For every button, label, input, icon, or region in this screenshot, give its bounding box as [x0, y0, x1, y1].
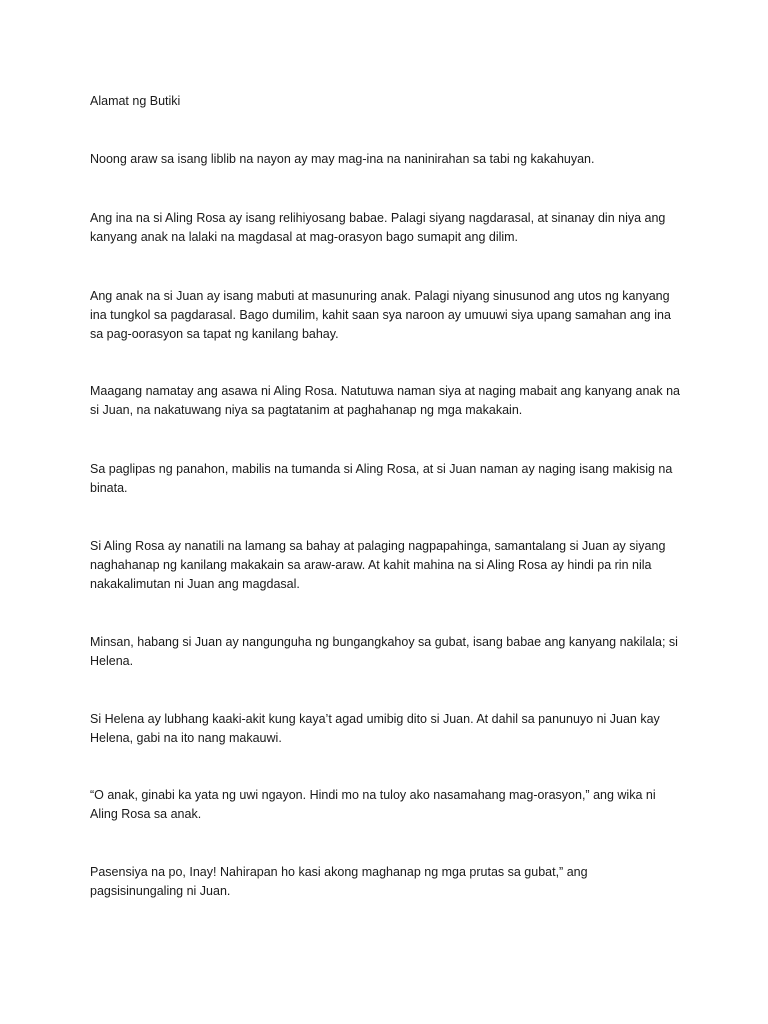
paragraph [90, 150, 695, 169]
paragraph-line: Noong araw sa isang liblib na nayon ay may mag-ina na naninirahan sa tabi ng kakahuyan. [90, 152, 595, 166]
paragraph-line: Sa paglipas ng panahon, mabilis na tumanda si Aling Rosa, at si Juan naman ay naging isang makisig na [90, 462, 673, 476]
paragraph [90, 287, 695, 344]
paragraph-line: Helena, gabi na ito nang makauwi. [90, 731, 282, 745]
paragraph-line: Ang ina na si Aling Rosa ay isang relihiyosang babae. Palagi siyang nagdarasal, at sinanay din niya ang [90, 211, 666, 225]
document-title: Alamat ng Butiki [90, 94, 181, 108]
paragraph-line: nakakalimutan ni Juan ang magdasal. [90, 577, 300, 591]
paragraph [90, 382, 695, 420]
paragraph-line: Helena. [90, 654, 134, 668]
paragraph-line: Aling Rosa sa anak. [90, 807, 202, 821]
paragraph [90, 209, 695, 247]
paragraph-line: naghahanap ng kanilang makakain sa araw-araw. At kahit mahina na si Aling Rosa ay hindi pa rin nila [90, 558, 652, 572]
paragraph [90, 786, 695, 824]
paragraph-line: Pasensiya na po, Inay! Nahirapan ho kasi akong maghanap ng mga prutas sa gubat,” ang [90, 865, 588, 879]
paragraph-line: pagsisinungaling ni Juan. [90, 884, 231, 898]
paragraph-line: Maagang namatay ang asawa ni Aling Rosa. Natutuwa naman siya at naging mabait ang kanyang anak na [90, 384, 680, 398]
paragraph-line: si Juan, na nakatuwang niya sa pagtatanim at paghahanap ng mga makakain. [90, 403, 523, 417]
paragraph-line: kanyang anak na lalaki na magdasal at mag-orasyon bago sumapit ang dilim. [90, 230, 519, 244]
paragraph-line: binata. [90, 481, 128, 495]
paragraph-line: sa pag-oorasyon sa tapat ng kanilang bahay. [90, 327, 339, 341]
paragraph [90, 863, 695, 901]
paragraph-line: Minsan, habang si Juan ay nangunguha ng bungangkahoy sa gubat, isang babae ang kanyang nakilala; si [90, 635, 678, 649]
paragraph-line: Si Helena ay lubhang kaaki-akit kung kaya’t agad umibig dito si Juan. At dahil sa panunuyo ni Juan kay [90, 712, 660, 726]
paragraph-line: Si Aling Rosa ay nanatili na lamang sa bahay at palaging nagpapahinga, samantalang si Juan ay siyang [90, 539, 666, 553]
paragraph [90, 460, 695, 498]
paragraph [90, 633, 695, 671]
paragraph-line: ina tungkol sa pagdarasal. Bago dumilim, kahit saan sya naroon ay umuuwi siya upang samahan ang ina [90, 308, 671, 322]
paragraph [90, 537, 695, 594]
paragraph-line: Ang anak na si Juan ay isang mabuti at masunuring anak. Palagi niyang sinusunod ang utos ng kanyang [90, 289, 670, 303]
paragraph-line: “O anak, ginabi ka yata ng uwi ngayon. Hindi mo na tuloy ako nasamahang mag-orasyon,” ang wika ni [90, 788, 656, 802]
paragraph [90, 710, 695, 748]
